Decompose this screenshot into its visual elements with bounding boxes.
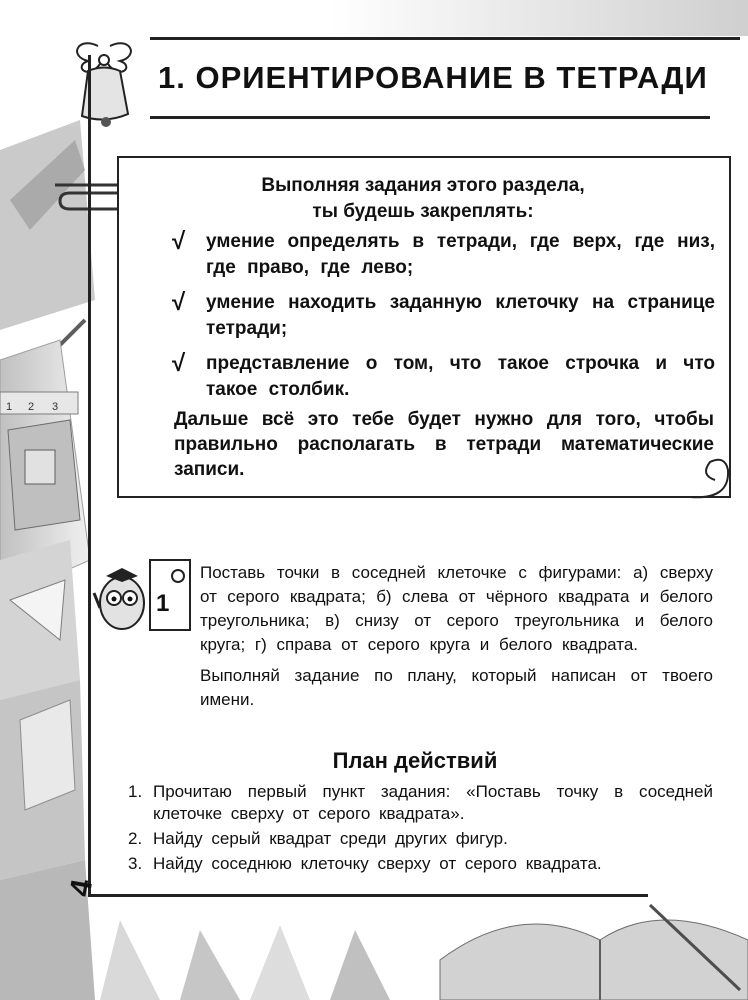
step-number: 3. — [128, 854, 143, 873]
step-text: Найду серый квадрат среди других фигур. — [153, 829, 508, 848]
page-frame-top — [150, 37, 740, 40]
list-item — [128, 781, 713, 825]
list-item — [128, 853, 713, 875]
plan-heading: План действий — [332, 748, 498, 773]
step-number: 1. — [128, 782, 143, 801]
task-hint: Выполняй задание по плану, который написан от твоего имени. — [200, 666, 713, 709]
skill-text: представление о том, что такое строчка и что такое столбик. — [206, 353, 715, 400]
skills-list — [170, 229, 715, 412]
task-body — [200, 561, 713, 719]
page-number: 4 — [63, 876, 100, 899]
page-frame-bottom — [88, 894, 648, 897]
ruler-label: 3 — [52, 401, 59, 413]
skill-text: умение определять в тетради, где верх, где низ, где право, где лево; — [206, 231, 715, 278]
skill-text: умение находить заданную клеточку на странице тетради; — [206, 292, 715, 339]
task-badge — [88, 560, 198, 635]
bell-icon — [77, 43, 131, 127]
list-item — [128, 828, 713, 850]
list-item — [170, 351, 715, 403]
check-icon: √ — [172, 289, 186, 316]
intro-outro: Дальше всё это тебе будет нужно для того, чтобы правильно располагать в тетради математические записи. — [174, 409, 714, 480]
check-icon: √ — [172, 350, 186, 377]
step-number: 2. — [128, 829, 143, 848]
ruler-label: 2 — [28, 401, 35, 413]
page-frame-left — [88, 55, 91, 895]
list-item — [170, 290, 715, 342]
task-number: 1 — [156, 590, 170, 617]
intro-heading — [178, 173, 668, 225]
intro-heading-line1: Выполняя задания этого раздела, — [261, 175, 585, 196]
check-icon: √ — [172, 228, 186, 255]
list-item — [170, 229, 715, 281]
plan-steps — [128, 781, 713, 878]
intro-heading-line2: ты будешь закреплять: — [312, 201, 534, 222]
page-title: 1. ОРИЕНТИРОВАНИЕ В ТЕТРАДИ — [158, 60, 708, 95]
step-text: Прочитаю первый пункт задания: «Поставь точку в соседней клеточке сверху от серого квадрата». — [153, 782, 713, 823]
step-text: Найду соседнюю клеточку сверху от серого квадрата. — [153, 854, 602, 873]
title-underline — [150, 116, 710, 119]
task-instruction: Поставь точки в соседней клеточке с фигурами: а) сверху от серого квадрата; б) слева от чёрного квадрата и белого треугольника; в) снизу от серого треугольника и белого круга; г) справа от серого круга и белого квадрата. — [200, 563, 713, 654]
intro-box — [118, 157, 728, 502]
ruler-label: 1 — [6, 401, 13, 413]
